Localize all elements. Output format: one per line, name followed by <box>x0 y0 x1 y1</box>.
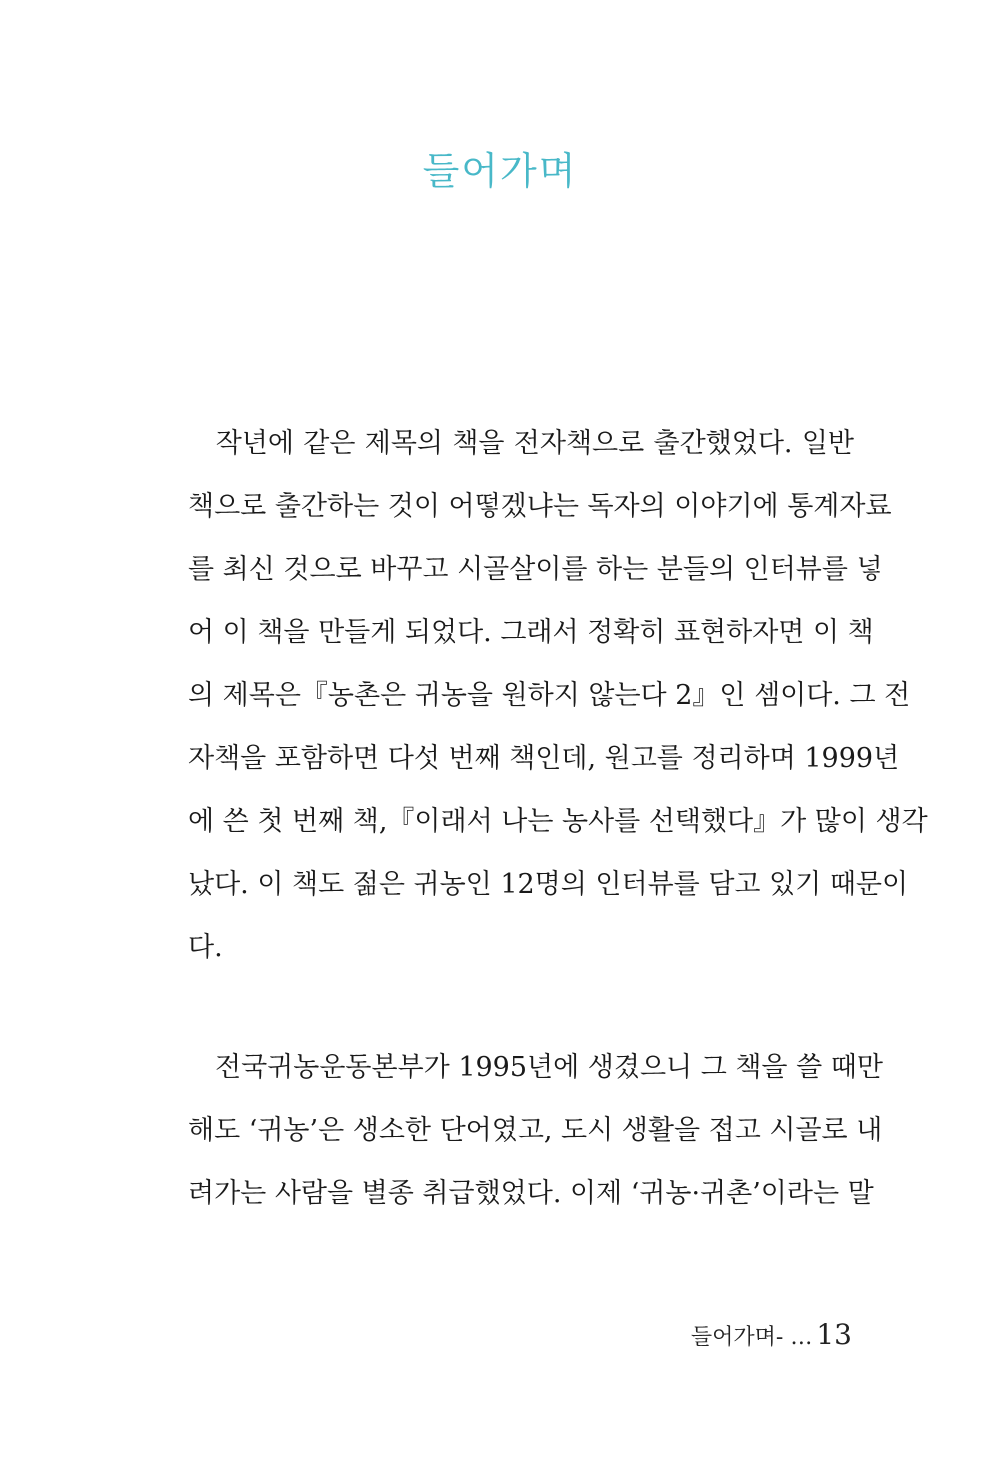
text-line: 책으로 출간하는 것이 어떻겠냐는 독자의 이야기에 통계자료 <box>188 491 892 522</box>
text-line: 려가는 사람을 별종 취급했었다. 이제 ‘귀농·귀촌’이라는 말 <box>188 1178 874 1209</box>
paragraph-2 <box>188 1036 883 1225</box>
text-line: 다. <box>188 932 223 963</box>
text-line: 의 제목은『농촌은 귀농을 원하지 않는다 2』인 셈이다. 그 전 <box>188 680 911 711</box>
text-line: 전국귀농운동본부가 1995년에 생겼으니 그 책을 쓸 때만 <box>188 1052 883 1083</box>
paragraph-1 <box>188 412 928 979</box>
text-line: 어 이 책을 만들게 되었다. 그래서 정확히 표현하자면 이 책 <box>188 617 874 648</box>
page-number: 13 <box>816 1318 852 1351</box>
chapter-title: 들어가며 <box>422 149 578 193</box>
running-title: 들어가며- … <box>690 1325 813 1350</box>
page-footer <box>691 1318 852 1351</box>
text-line: 해도 ‘귀농’은 생소한 단어였고, 도시 생활을 접고 시골로 내 <box>188 1115 883 1146</box>
text-line: 에 쓴 첫 번째 책,『이래서 나는 농사를 선택했다』가 많이 생각 <box>188 806 928 837</box>
text-line: 작년에 같은 제목의 책을 전자책으로 출간했었다. 일반 <box>188 428 854 459</box>
text-line: 를 최신 것으로 바꾸고 시골살이를 하는 분들의 인터뷰를 넣 <box>188 554 883 585</box>
text-line: 자책을 포함하면 다섯 번째 책인데, 원고를 정리하며 1999년 <box>188 743 900 774</box>
text-line: 났다. 이 책도 젊은 귀농인 12명의 인터뷰를 담고 있기 때문이 <box>188 869 909 900</box>
